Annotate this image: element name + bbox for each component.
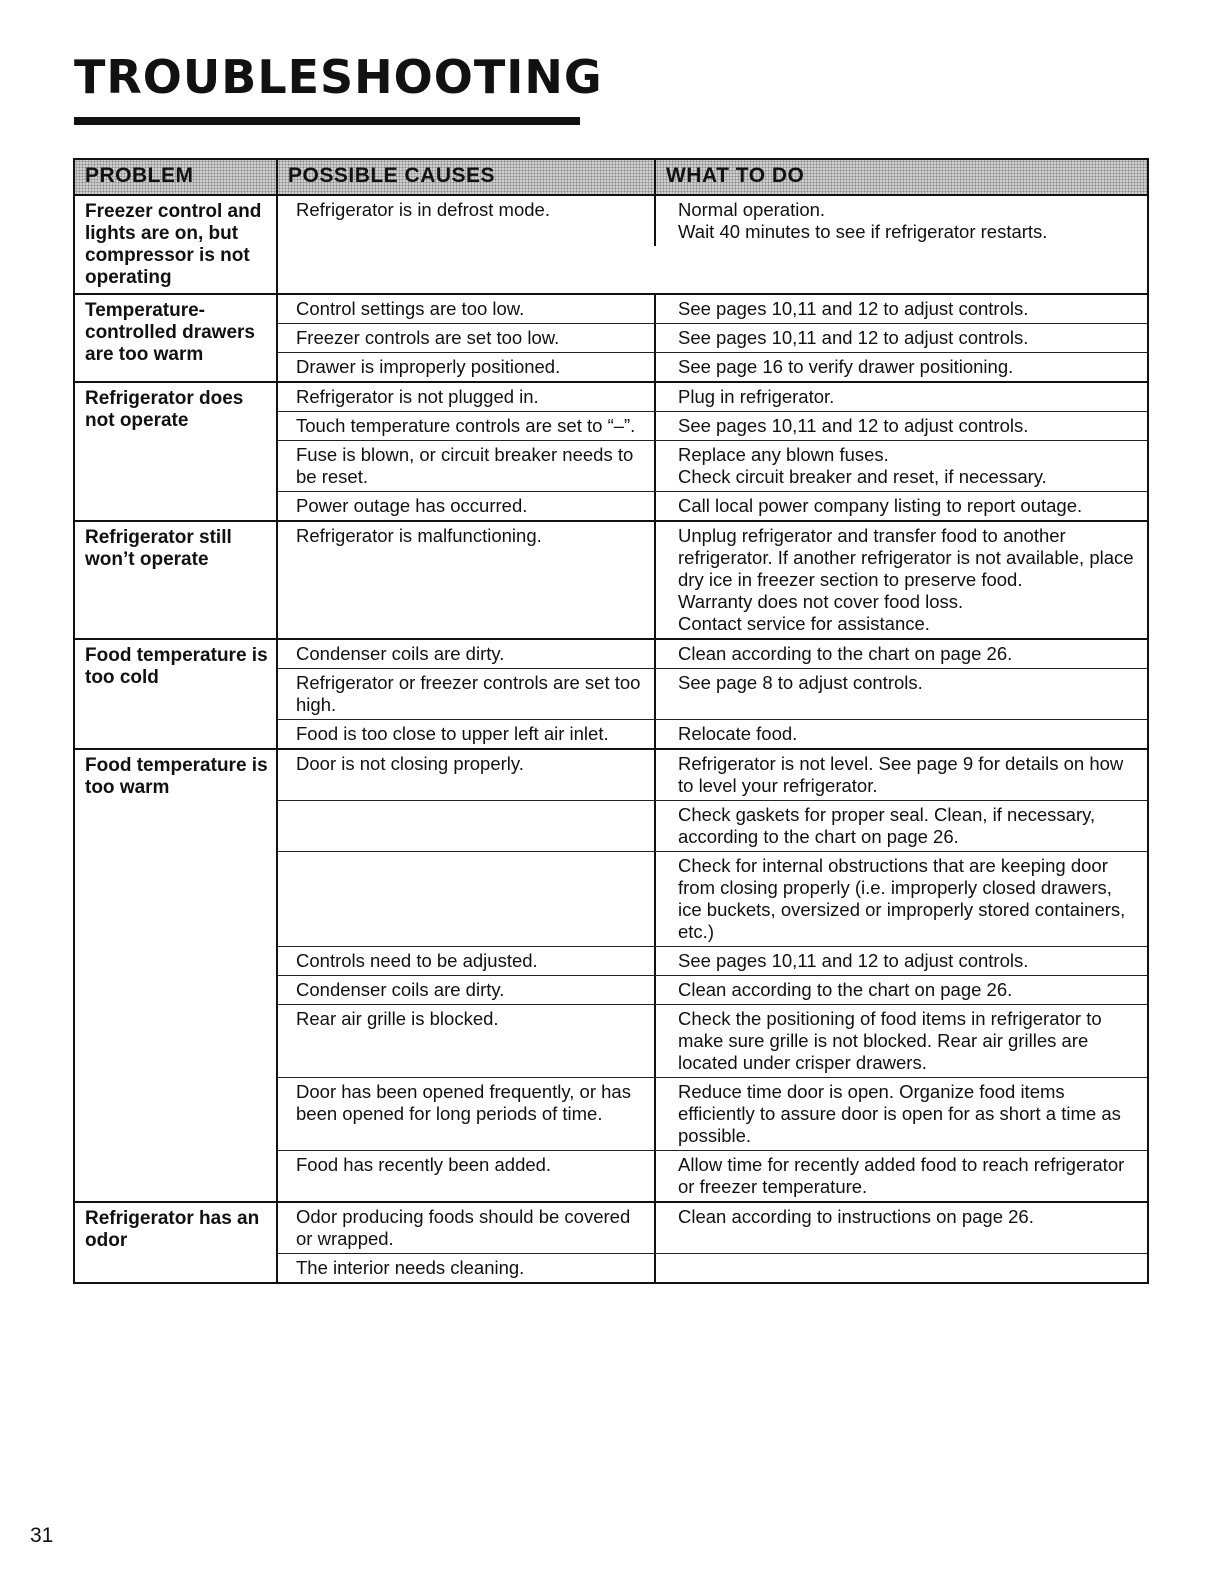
problem-cell: Freezer control and lights are on, but compressor is not operating — [75, 196, 278, 293]
table-row — [278, 383, 1147, 412]
table-row — [278, 1254, 1147, 1282]
what-to-do-line: Check circuit breaker and reset, if necessary. — [678, 466, 1047, 487]
possible-cause-cell: Condenser coils are dirty. — [278, 640, 656, 668]
cause-rows — [278, 750, 1147, 1201]
table-row — [278, 750, 1147, 801]
table-row — [278, 640, 1147, 669]
cause-rows — [278, 196, 1147, 293]
problem-section — [75, 1203, 1147, 1282]
title-rule — [74, 117, 580, 125]
what-to-do-line: Check for internal obstructions that are keeping door from closing properly (i.e. improperly closed drawers, ice buckets, oversized or improperly stored containers, etc.) — [678, 855, 1126, 942]
troubleshooting-table — [73, 158, 1149, 1284]
problem-section — [75, 295, 1147, 383]
cause-rows — [278, 640, 1147, 748]
problem-cell: Refrigerator has an odor — [75, 1203, 278, 1282]
possible-cause-cell: Rear air grille is blocked. — [278, 1005, 656, 1077]
possible-cause-cell: Touch temperature controls are set to “–”. — [278, 412, 656, 440]
what-to-do-cell — [656, 1005, 1147, 1077]
problem-cell: Food temperature is too warm — [75, 750, 278, 1201]
table-row — [278, 669, 1147, 720]
table-row — [278, 492, 1147, 520]
what-to-do-cell — [656, 412, 1147, 440]
table-row — [278, 353, 1147, 381]
what-to-do-line: See page 16 to verify drawer positioning. — [678, 356, 1014, 377]
what-to-do-cell — [656, 640, 1147, 668]
what-to-do-line: See pages 10,11 and 12 to adjust controls. — [678, 950, 1029, 971]
possible-cause-cell: Food is too close to upper left air inlet. — [278, 720, 656, 748]
table-row — [278, 441, 1147, 492]
problem-section — [75, 640, 1147, 750]
what-to-do-cell — [656, 324, 1147, 352]
what-to-do-line: Clean according to the chart on page 26. — [678, 979, 1013, 1000]
what-to-do-cell — [656, 1254, 1147, 1282]
what-to-do-cell — [656, 295, 1147, 323]
what-to-do-line: Wait 40 minutes to see if refrigerator restarts. — [678, 221, 1048, 242]
cause-rows — [278, 295, 1147, 381]
cause-rows — [278, 383, 1147, 520]
possible-cause-cell: Refrigerator is in defrost mode. — [278, 196, 656, 246]
header-possible-causes: POSSIBLE CAUSES — [278, 160, 656, 194]
problem-cell: Refrigerator does not operate — [75, 383, 278, 520]
table-body — [75, 196, 1147, 1282]
problem-cell: Food temperature is too cold — [75, 640, 278, 748]
what-to-do-line: Unplug refrigerator and transfer food to another refrigerator. If another refrigerator is not available, place dry ice in freezer section to preserve food. — [678, 525, 1134, 590]
table-row — [278, 801, 1147, 852]
what-to-do-line: Warranty does not cover food loss. — [678, 591, 964, 612]
what-to-do-cell — [656, 441, 1147, 491]
possible-cause-cell: Control settings are too low. — [278, 295, 656, 323]
what-to-do-line: Check gaskets for proper seal. Clean, if necessary, according to the chart on page 26. — [678, 804, 1096, 847]
what-to-do-cell — [656, 750, 1147, 800]
possible-cause-cell: Refrigerator is malfunctioning. — [278, 522, 656, 638]
possible-cause-cell: Refrigerator or freezer controls are set too high. — [278, 669, 656, 719]
what-to-do-line: See page 8 to adjust controls. — [678, 672, 923, 693]
possible-cause-cell: Freezer controls are set too low. — [278, 324, 656, 352]
cause-rows — [278, 1203, 1147, 1282]
table-row — [278, 412, 1147, 441]
possible-cause-cell: Odor producing foods should be covered or wrapped. — [278, 1203, 656, 1253]
what-to-do-line: Allow time for recently added food to reach refrigerator or freezer temperature. — [678, 1154, 1125, 1197]
what-to-do-line: Plug in refrigerator. — [678, 386, 835, 407]
what-to-do-cell — [656, 720, 1147, 748]
what-to-do-cell — [656, 383, 1147, 411]
table-row — [278, 1078, 1147, 1151]
header-what-to-do: WHAT TO DO — [656, 160, 1147, 194]
what-to-do-line: Clean according to instructions on page 26. — [678, 1206, 1034, 1227]
problem-cell: Refrigerator still won’t operate — [75, 522, 278, 638]
what-to-do-line: Refrigerator is not level. See page 9 for details on how to level your refrigerator. — [678, 753, 1124, 796]
possible-cause-cell: Refrigerator is not plugged in. — [278, 383, 656, 411]
what-to-do-line: Call local power company listing to report outage. — [678, 495, 1083, 516]
what-to-do-line: Relocate food. — [678, 723, 798, 744]
what-to-do-cell — [656, 801, 1147, 851]
what-to-do-line: See pages 10,11 and 12 to adjust controls. — [678, 298, 1029, 319]
table-row — [278, 295, 1147, 324]
table-row — [278, 1151, 1147, 1201]
table-row — [278, 324, 1147, 353]
what-to-do-cell — [656, 947, 1147, 975]
what-to-do-cell — [656, 852, 1147, 946]
possible-cause-cell — [278, 801, 656, 851]
problem-section — [75, 196, 1147, 295]
possible-cause-cell: Controls need to be adjusted. — [278, 947, 656, 975]
what-to-do-line: Check the positioning of food items in refrigerator to make sure grille is not blocked. Rear air grilles are located under crisper drawers. — [678, 1008, 1102, 1073]
what-to-do-cell — [656, 1151, 1147, 1201]
what-to-do-cell — [656, 196, 1147, 246]
possible-cause-cell: Door has been opened frequently, or has been opened for long periods of time. — [278, 1078, 656, 1150]
table-header-row — [75, 160, 1147, 196]
what-to-do-cell — [656, 976, 1147, 1004]
possible-cause-cell — [278, 852, 656, 946]
what-to-do-line: Clean according to the chart on page 26. — [678, 643, 1013, 664]
what-to-do-cell — [656, 669, 1147, 719]
what-to-do-line: See pages 10,11 and 12 to adjust controls. — [678, 415, 1029, 436]
table-row — [278, 196, 1147, 246]
what-to-do-cell — [656, 353, 1147, 381]
what-to-do-cell — [656, 522, 1147, 638]
problem-section — [75, 383, 1147, 522]
table-row — [278, 720, 1147, 748]
possible-cause-cell: Drawer is improperly positioned. — [278, 353, 656, 381]
table-row — [278, 1005, 1147, 1078]
page-title: TROUBLESHOOTING — [74, 50, 603, 104]
what-to-do-line: Contact service for assistance. — [678, 613, 930, 634]
problem-section — [75, 750, 1147, 1203]
what-to-do-line: Replace any blown fuses. — [678, 444, 889, 465]
possible-cause-cell: Food has recently been added. — [278, 1151, 656, 1201]
cause-rows — [278, 522, 1147, 638]
possible-cause-cell: Condenser coils are dirty. — [278, 976, 656, 1004]
possible-cause-cell: Fuse is blown, or circuit breaker needs to be reset. — [278, 441, 656, 491]
possible-cause-cell: Power outage has occurred. — [278, 492, 656, 520]
header-problem: PROBLEM — [75, 160, 278, 194]
problem-cell: Temperature-controlled drawers are too warm — [75, 295, 278, 381]
what-to-do-cell — [656, 1203, 1147, 1253]
what-to-do-line: Normal operation. — [678, 199, 826, 220]
what-to-do-line: See pages 10,11 and 12 to adjust controls. — [678, 327, 1029, 348]
what-to-do-cell — [656, 492, 1147, 520]
what-to-do-cell — [656, 1078, 1147, 1150]
possible-cause-cell: The interior needs cleaning. — [278, 1254, 656, 1282]
table-row — [278, 852, 1147, 947]
problem-section — [75, 522, 1147, 640]
table-row — [278, 522, 1147, 638]
what-to-do-line: Reduce time door is open. Organize food items efficiently to assure door is open for as short a time as possible. — [678, 1081, 1121, 1146]
table-row — [278, 976, 1147, 1005]
possible-cause-cell: Door is not closing properly. — [278, 750, 656, 800]
table-row — [278, 1203, 1147, 1254]
table-row — [278, 947, 1147, 976]
page-number: 31 — [30, 1524, 54, 1547]
